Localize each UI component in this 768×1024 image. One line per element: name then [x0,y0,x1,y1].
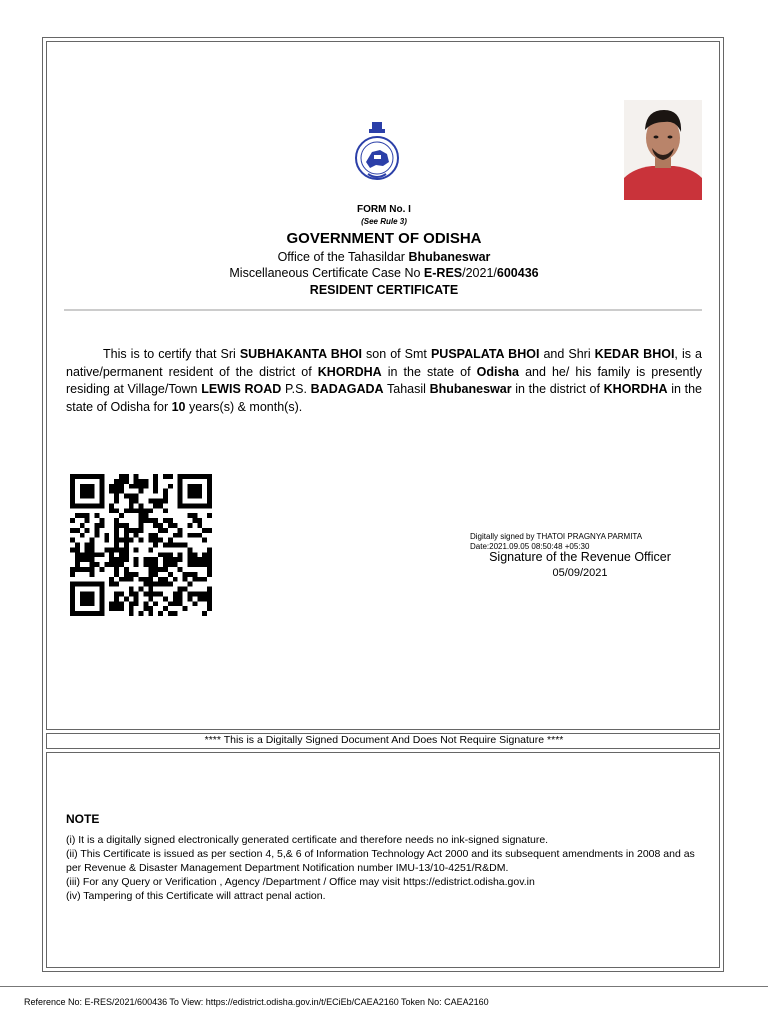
signature-title: Signature of the Revenue Officer [489,550,671,564]
certificate-title: RESIDENT CERTIFICATE [309,283,459,297]
body-text: years(s) & month(s). [185,399,303,414]
body-text: , is a native/permanent resident of the district of [66,347,702,379]
note-item: (iv) Tampering of this Certificate will attract penal action. [66,890,326,902]
years: 10 [171,399,186,414]
mother-name: PUSPALATA BHOI [430,347,540,361]
case-number-b: /2021/ [462,266,497,280]
body-text: P.S. [281,382,311,396]
form-number: FORM No. I [357,204,411,215]
body-text: son of Smt [361,347,431,361]
body-text: in the state of Odisha for [66,382,702,414]
digital-signature-stamp [470,532,642,552]
reference-footer: Reference No: E-RES/2021/600436 To View: https://edistrict.odisha.gov.in/t/ECiEb/CAEA2160 Token No: CAEA2160 [24,997,489,1007]
body-text: in the district of [511,382,604,396]
district: KHORDHA [603,382,668,396]
office-place: Bhubaneswar [408,250,491,264]
note-heading: NOTE [66,812,100,826]
digital-signed-notice: **** This is a Digitally Signed Document And Does Not Require Signature **** [204,734,564,746]
see-rule: (See Rule 3) [361,217,407,226]
body-text: and he/ his family is presently residing at Village/Town [66,364,702,396]
header-divider [64,309,702,311]
qr-code [70,472,212,618]
body-text: Tahasil [383,382,430,396]
tahasil: Bhubaneswar [429,382,512,396]
government-heading: GOVERNMENT OF ODISHA [286,230,482,247]
footer-divider [0,986,768,987]
note-item: (i) It is a digitally signed electronically generated certificate and therefore needs no ink-signed signature. [66,834,549,846]
case-number-a: E-RES [423,266,463,280]
odisha-emblem-icon [354,122,400,184]
case-prefix: Miscellaneous Certificate Case No [229,266,424,280]
office-line [66,250,702,264]
district: KHORDHA [317,364,382,379]
note-item: (iii) For any Query or Verification , Agency /Department / Office may visit https://edistrict.odisha.gov.in [66,876,535,888]
case-number-line [66,266,702,280]
digital-sign-date: Date:2021.09.05 08:50:48 +05:30 [470,542,590,551]
signature-date: 05/09/2021 [552,567,608,579]
office-prefix: Office of the Tahasildar [277,250,409,264]
body-text: in the state of [381,364,477,379]
note-item: (ii) This Certificate is issued as per section 4, 5,& 6 of Information Technology Act 2000 and its subsequent amendments in 2008 and as per Revenue & Disaster Management Department Notification number IMU-13/10-4251/R&DM. [66,848,695,874]
body-text: This is to certify that Sri [103,347,240,361]
father-name: KEDAR BHOI [594,347,675,361]
body-text: and Shri [539,347,595,361]
certificate-body [66,346,702,416]
state: Odisha [476,364,519,379]
digital-signer: Digitally signed by THATOI PRAGNYA PARMITA [470,532,643,541]
police-station: BADAGADA [310,382,384,396]
case-number-c: 600436 [496,266,539,280]
village: LEWIS ROAD [201,382,282,396]
note-list [66,833,706,903]
applicant-name: SUBHAKANTA BHOI [239,347,362,361]
applicant-photo [624,100,702,200]
